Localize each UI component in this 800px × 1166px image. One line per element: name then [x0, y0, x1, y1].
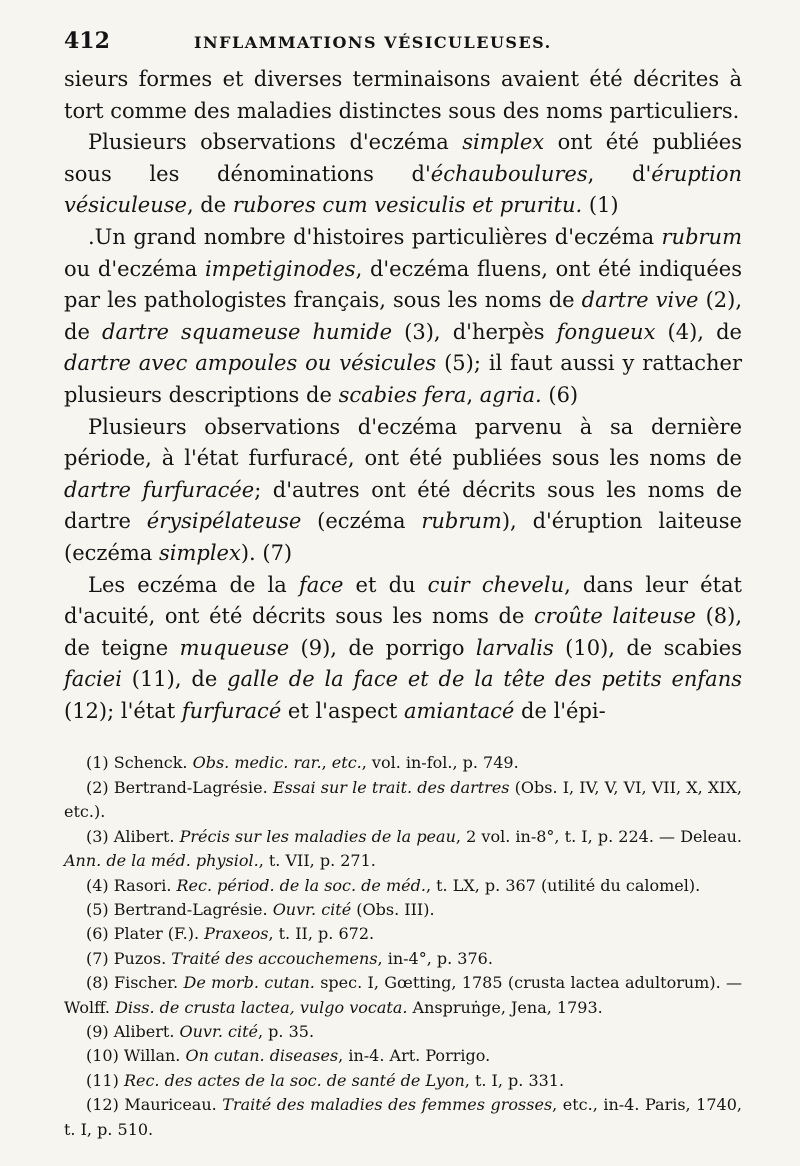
text-run: (4), de	[655, 319, 742, 344]
italic-text: éruption vésiculeuse	[64, 161, 742, 218]
italic-text: Ouvr. cité	[179, 1021, 258, 1041]
text-run: , de	[186, 193, 233, 218]
italic-text: Rec. périod. de la soc. de méd.	[176, 875, 426, 895]
running-head: INFLAMMATIONS VÉSICULEUSES.	[194, 33, 552, 52]
text-run: , t. LX, p. 367 (utilité du calomel).	[425, 875, 701, 895]
text-run: (4) Rasori.	[86, 875, 177, 895]
text-run: (11), de	[121, 667, 228, 692]
footnote	[64, 751, 742, 775]
text-run: , t. VII, p. 271.	[258, 851, 376, 871]
italic-text: dartre vive	[581, 288, 699, 313]
footnote	[64, 1020, 742, 1044]
italic-text: agria.	[479, 382, 542, 407]
text-run: ), d'éruption laiteuse (eczéma	[64, 509, 742, 565]
footnote	[64, 947, 742, 971]
text-run: (5) Bertrand-Lagrésie.	[86, 899, 273, 919]
italic-text: dartre avec ampoules ou vésicules	[64, 351, 437, 376]
paragraph	[64, 570, 742, 728]
text-run: de l'épi-	[514, 698, 606, 723]
italic-text: Rec. des actes de la soc. de santé de Lyon	[123, 1070, 465, 1090]
text-run: , t. I, p. 331.	[464, 1070, 565, 1090]
text-run: .Un grand nombre d'histoires particulières d'eczéma	[88, 224, 662, 249]
italic-text: faciei	[64, 667, 122, 692]
text-run: , d'	[587, 161, 652, 186]
footnote	[64, 825, 742, 874]
italic-text: Précis sur les maladies de la peau	[179, 826, 456, 846]
text-run: (10) Willan.	[86, 1046, 186, 1066]
text-run: , t. II, p. 672.	[268, 924, 375, 944]
paragraph	[64, 64, 742, 127]
italic-text: Diss. de crusta lactea, vulgo vocata.	[115, 997, 408, 1017]
italic-text: Ouvr. cité	[272, 899, 352, 919]
paragraph	[64, 412, 742, 570]
text-run: ont été publiées sous les dénominations d'	[64, 130, 742, 186]
footnote	[64, 922, 742, 946]
footnote	[64, 874, 742, 898]
footnote	[64, 1093, 742, 1142]
text-run: Anspruṅge, Jena, 1793.	[407, 997, 603, 1017]
text-run: , dans leur état d'acuité, ont été décrits sous les noms de	[64, 572, 742, 629]
text-run: sieurs formes et diverses terminaisons avaient été décrites à tort comme des maladies distinctes sous des noms particuliers.	[64, 67, 742, 123]
italic-text: dartre squameuse humide	[102, 319, 393, 344]
italic-text: rubrum	[661, 224, 742, 249]
italic-text: galle de la face et de la tête des petits enfans	[227, 667, 742, 692]
italic-text: cuir chevelu	[427, 572, 565, 597]
text-run: , d'eczéma fluens, ont été indiquées par les pathologistes français, sous les noms de	[64, 256, 742, 313]
text-run: et du	[343, 572, 428, 597]
text-run: Les eczéma de la	[88, 572, 299, 597]
italic-text: De morb. cutan.	[183, 973, 315, 993]
italic-text: muqueuse	[179, 635, 290, 660]
text-run: , etc., in-4. Paris, 1740, t. I, p. 510.	[64, 1095, 742, 1139]
text-run: ,	[466, 382, 480, 407]
footnote	[64, 1069, 742, 1093]
italic-text: Traité des maladies des femmes grosses	[222, 1095, 553, 1115]
text-run: , vol. in-fol., p. 749.	[361, 753, 519, 773]
paragraph	[64, 127, 742, 222]
text-run: (9), de porrigo	[289, 635, 476, 660]
paragraph	[64, 222, 742, 412]
body-text	[64, 64, 742, 727]
text-run: (11)	[86, 1070, 124, 1090]
footnotes	[64, 751, 742, 1142]
italic-text: etc.	[331, 753, 362, 773]
italic-text: impetiginodes	[204, 256, 356, 281]
footnote	[64, 776, 742, 825]
text-run: (10), de scabies	[553, 635, 742, 660]
italic-text: fongueux	[556, 319, 656, 344]
text-run: (3) Alibert.	[86, 826, 180, 846]
text-run: (12); l'état	[64, 698, 182, 723]
italic-text: furfuracé	[181, 698, 282, 723]
text-run: Plusieurs observations d'eczéma parvenu à sa dernière période, à l'état furfuracé, ont été publiées sous les noms de	[64, 414, 742, 471]
text-run: , p. 35.	[258, 1021, 315, 1041]
italic-text: rubrum	[421, 509, 502, 534]
text-run: Plusieurs observations d'eczéma	[88, 130, 463, 155]
text-run: , in-4°, p. 376.	[377, 948, 493, 968]
text-run: (6)	[541, 382, 579, 407]
italic-text: scabies fera	[338, 382, 467, 407]
italic-text: On cutan. diseases	[185, 1046, 339, 1066]
italic-text: rubores cum vesiculis et pruritu.	[232, 193, 583, 218]
italic-text: croûte laiteuse	[533, 604, 696, 629]
footnote	[64, 1044, 742, 1068]
text-run: (2), de	[64, 288, 742, 344]
text-run: , 2 vol. in-8°, t. I, p. 224. — Deleau.	[455, 826, 743, 846]
italic-text: simplex	[158, 540, 241, 565]
text-run: ). (7)	[240, 540, 293, 565]
text-run: (12) Mauriceau.	[86, 1095, 223, 1115]
text-run: (1) Schenck.	[86, 753, 193, 773]
italic-text: amiantacé	[404, 698, 515, 723]
text-run: ,	[321, 753, 332, 773]
italic-text: Essai sur le trait. des dartres	[272, 777, 510, 797]
text-run: (1)	[582, 193, 619, 218]
italic-text: Obs. medic. rar.	[192, 753, 322, 773]
italic-text: larvalis	[475, 635, 554, 660]
footnote	[64, 971, 742, 1020]
italic-text: Traité des accouchemens	[171, 948, 378, 968]
page-number: 412	[64, 28, 110, 54]
text-run: (8), de teigne	[64, 604, 743, 660]
text-run: (8) Fischer.	[86, 973, 184, 993]
text-run: et l'aspect	[281, 698, 404, 723]
italic-text: simplex	[462, 130, 545, 155]
text-run: (6) Plater (F.).	[86, 924, 205, 944]
italic-text: dartre furfuracée	[64, 477, 255, 502]
footnote	[64, 898, 742, 922]
italic-text: Praxeos	[204, 924, 269, 944]
text-run: (5); il faut aussi y rattacher plusieurs descriptions de	[64, 351, 742, 407]
text-run: (eczéma	[301, 509, 422, 534]
page-header	[64, 28, 742, 64]
italic-text: Ann. de la méd. physiol.	[64, 851, 259, 871]
text-run: (2) Bertrand-Lagrésie.	[86, 777, 273, 797]
text-run: (Obs. III).	[351, 899, 435, 919]
italic-text: échauboulures	[430, 161, 588, 186]
text-run: spec. I, Gœtting, 1785 (crusta lactea adultorum). — Wolff.	[64, 973, 742, 1017]
italic-text: face	[298, 572, 344, 597]
italic-text: érysipélateuse	[146, 509, 302, 534]
text-run: (9) Alibert.	[86, 1021, 180, 1041]
text-run: ; d'autres ont été décrits sous les noms de dartre	[64, 477, 742, 534]
text-run: (3), d'herpès	[392, 319, 557, 344]
text-run: (7) Puzos.	[86, 948, 172, 968]
text-run: (Obs. I, IV, V, VI, VII, X, XIX, etc.).	[64, 777, 743, 822]
text-run: , in-4. Art. Porrigo.	[338, 1046, 491, 1066]
text-run: ou d'eczéma	[64, 256, 205, 281]
